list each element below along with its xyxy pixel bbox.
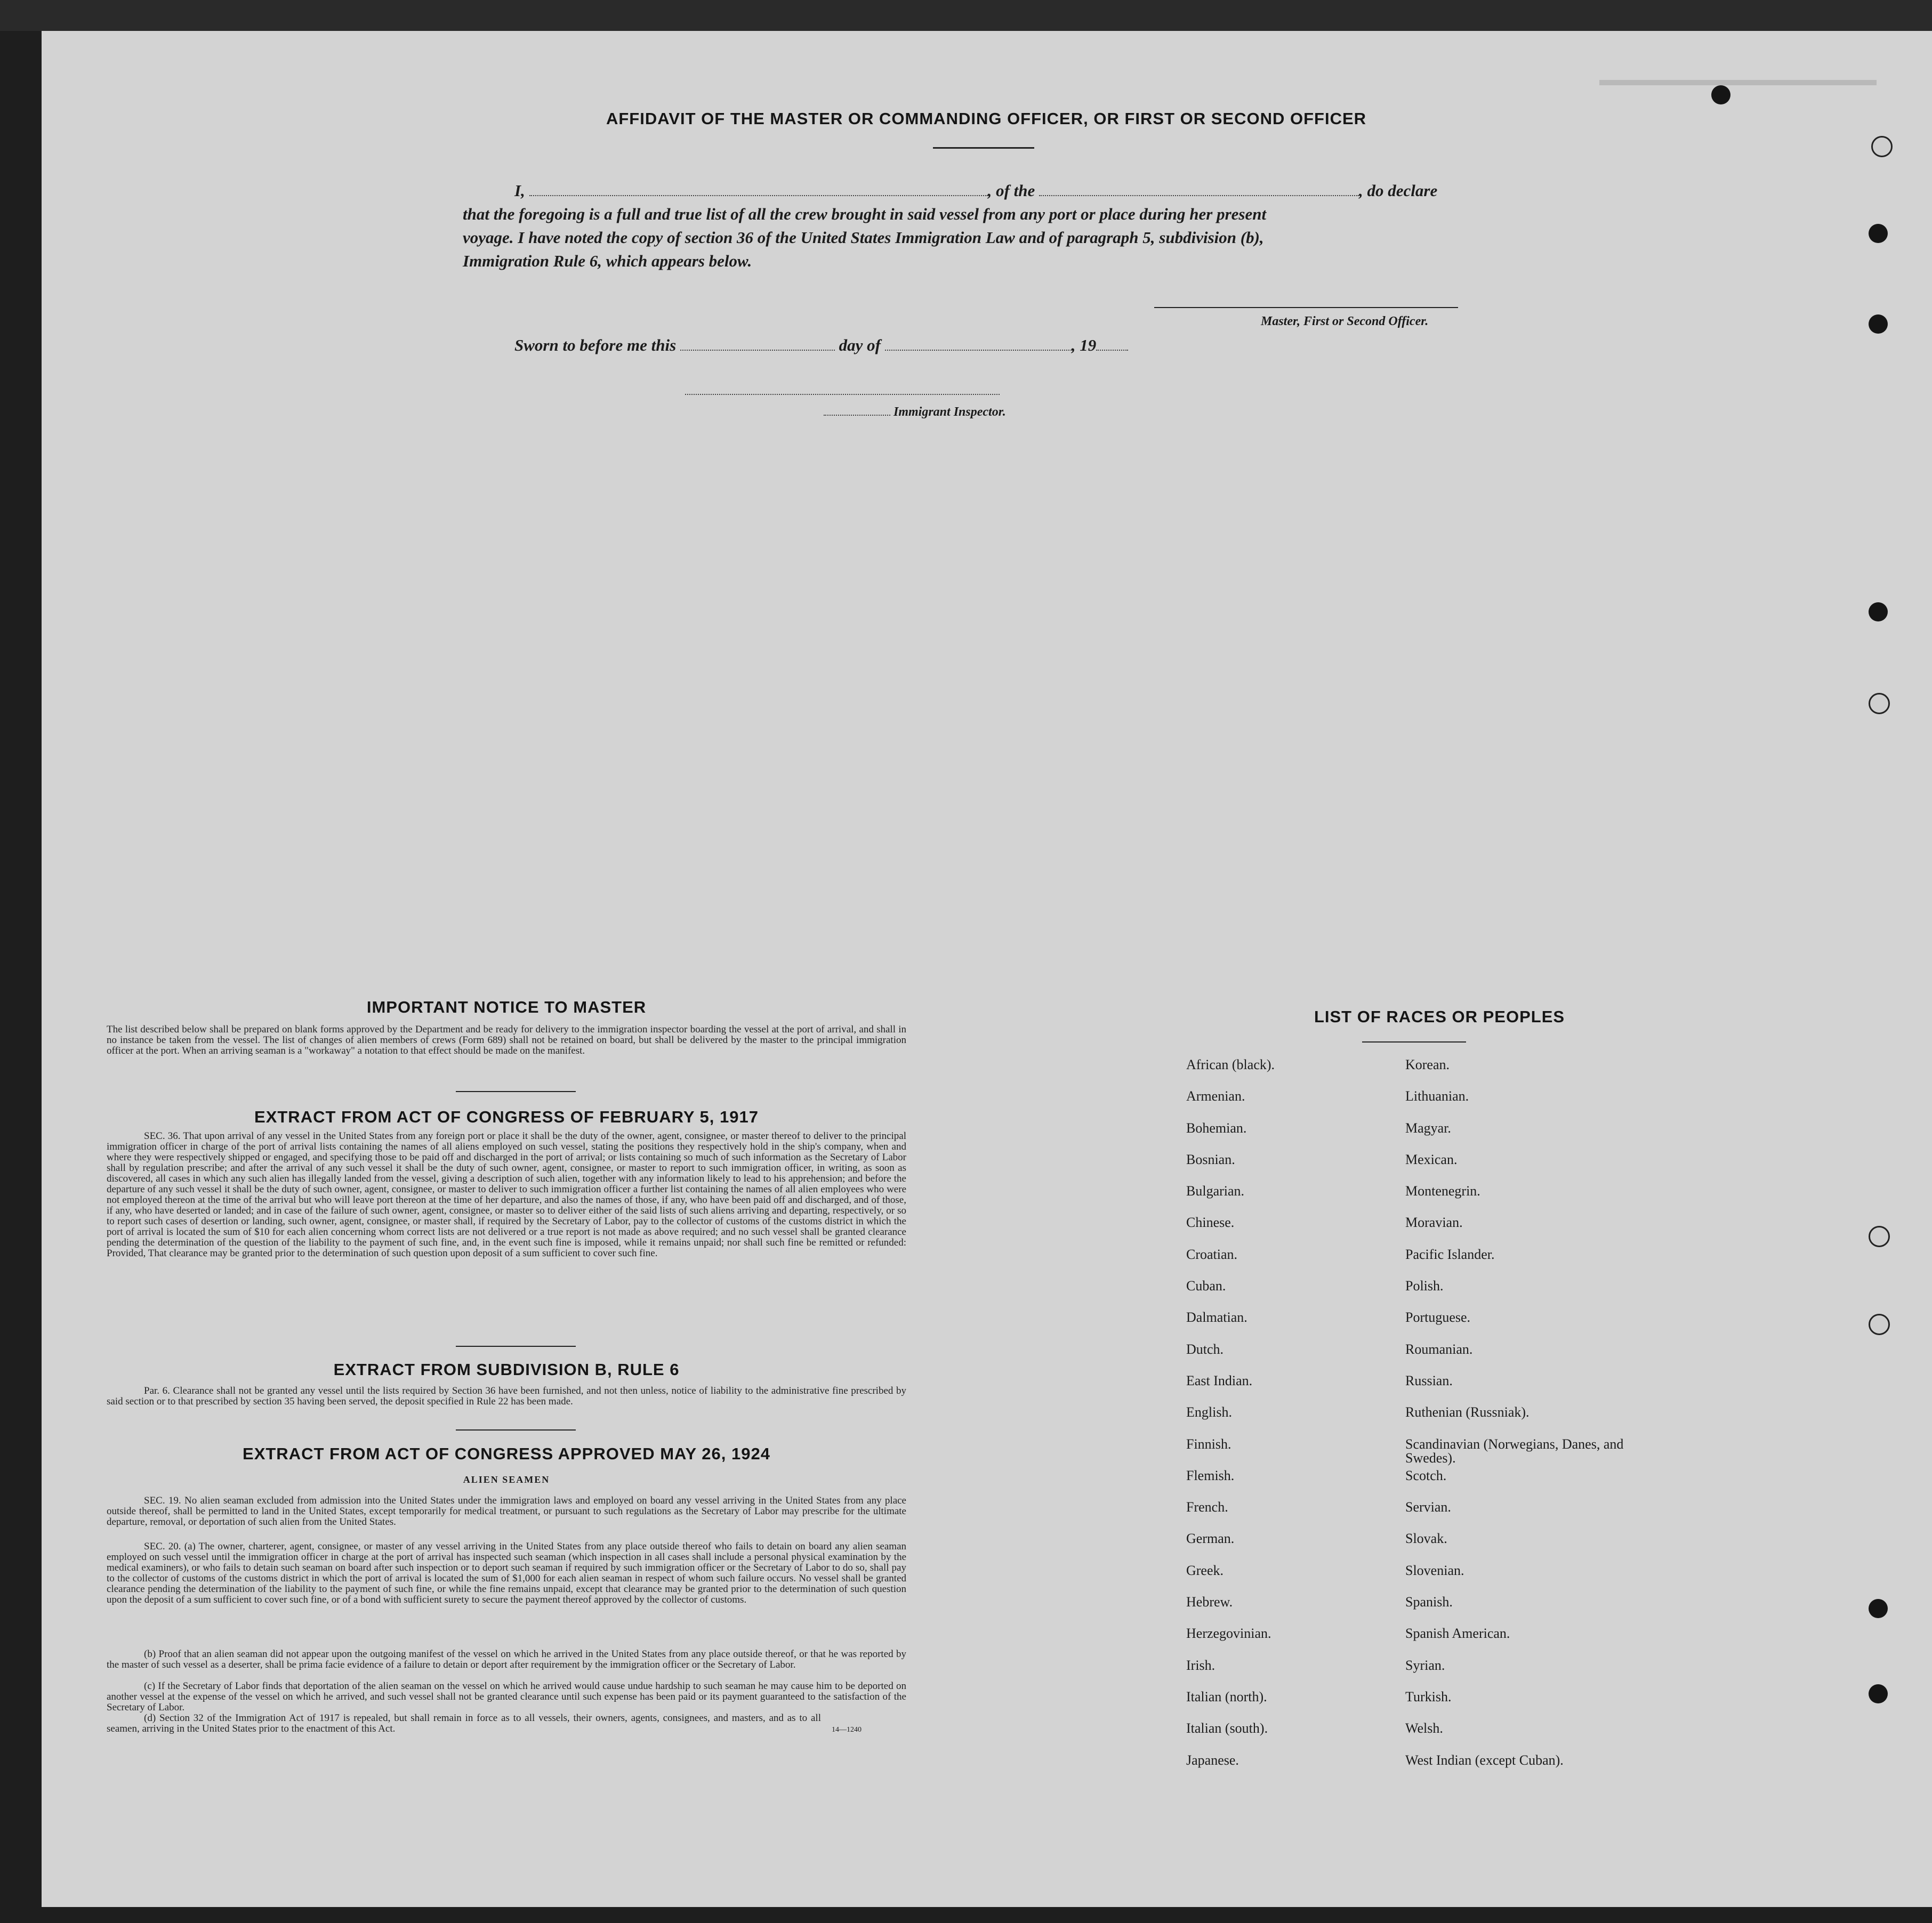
race-item: Herzegovinian. [1186,1626,1271,1642]
form-number: 14—1240 [832,1726,862,1734]
race-item: Finnish. [1186,1436,1231,1452]
race-item: Bulgarian. [1186,1183,1245,1199]
affidavit-line-4: Immigration Rule 6, which appears below. [463,252,752,270]
race-item: Scotch. [1405,1467,1447,1483]
sec20d-body: (d) Section 32 of the Immigration Act of 1917 is repealed, but shall remain in force as to all vessels, their owners, agents, consignees, and masters, and as to all seamen, arriving in the United States prior to the enactment of this Act. [107,1712,821,1734]
race-item: Bosnian. [1186,1151,1235,1167]
race-item: Scandinavian (Norwegians, Danes, and Swedes). [1405,1436,1624,1466]
inspector-caption-text: Immigrant Inspector. [893,405,1006,419]
binder-hole-icon [1869,1684,1888,1703]
race-item: Flemish. [1186,1467,1235,1483]
race-item: Welsh. [1405,1720,1443,1736]
rule6-rule [456,1429,576,1431]
affidavit-line-3: voyage. I have noted the copy of section 36 of the United States Immigration Law and of paragraph 5, subdivision (b), [463,228,1264,247]
race-item: English. [1186,1404,1232,1420]
binder-hole-icon [1869,602,1888,621]
race-item: Bohemian. [1186,1120,1247,1136]
races-left-column [1186,1058,1383,1785]
sworn-line [514,336,1128,355]
race-item: Syrian. [1405,1657,1445,1673]
race-item: Italian (north). [1186,1688,1267,1704]
race-item: Japanese. [1186,1752,1239,1768]
sworn-year-blank[interactable] [1096,349,1128,351]
race-item: Hebrew. [1186,1594,1233,1610]
rule6-title: EXTRACT FROM SUBDIVISION B, RULE 6 [333,1360,680,1379]
race-item: Lithuanian. [1405,1088,1469,1104]
races-title: LIST OF RACES OR PEOPLES [1314,1007,1565,1026]
race-item: West Indian (except Cuban). [1405,1752,1564,1768]
race-item: Ruthenian (Russniak). [1405,1404,1529,1420]
race-item: Spanish. [1405,1594,1453,1610]
bleed-through-lines [1599,80,1877,101]
race-item: French. [1186,1499,1228,1515]
binder-hole-icon [1869,1599,1888,1618]
binder-hole-icon [1869,224,1888,243]
name-blank[interactable] [529,195,988,196]
race-item: Irish. [1186,1657,1215,1673]
race-item: Montenegrin. [1405,1183,1480,1199]
binder-hole-icon [1869,314,1888,334]
sworn-text: Sworn to before me this [514,336,677,354]
binder-hole-icon [1869,1314,1890,1335]
inspector-signature-line[interactable] [685,393,1000,395]
race-item: East Indian. [1186,1372,1253,1388]
sec20c-body: (c) If the Secretary of Labor finds that deportation of the alien seaman on the vessel on which he arrived would cause undue hardship to such seaman he may cause him to be deported on another vessel at the expense of the vessel on which he arrived, and such vessel shall not be granted clearance until such expense has been paid or its payment guaranteed to the satisfaction of the Secretary of Labor. [107,1680,906,1713]
race-item: African (black). [1186,1057,1275,1072]
master-signature-line[interactable] [1154,307,1458,308]
binder-hole-icon [1869,693,1890,714]
race-item: Magyar. [1405,1120,1451,1136]
races-right-column [1405,1058,1629,1785]
inspector-caption [824,405,1006,419]
race-item: Roumanian. [1405,1341,1473,1357]
race-item: Croatian. [1186,1246,1238,1262]
binder-hole-icon [1711,85,1730,104]
races-rule [1362,1041,1466,1043]
race-item: Greek. [1186,1562,1224,1578]
affidavit-declare: , do declare [1359,181,1438,200]
race-item: Spanish American. [1405,1626,1510,1642]
sec20a-body: SEC. 20. (a) The owner, charterer, agent, consignee, or master of any vessel arriving in the United States from any place outside thereof who fails to detain on board any alien seaman employed on such vessel until the immigration officer in charge at the port of arrival has inspected such seaman (which inspection in all cases shall include a personal physical examination by the medical examiners), or who fails to detain such seaman on board after such inspection or to deport such seaman if required by such immigration officer or the Secretary of Labor to do so, shall pay to the collector of customs of the customs district in which the port of arrival is located the sum of $1,000 for each alien seaman in respect of whom such failure occurs. No vessel shall be granted clearance pending the determination of the liability to the payment of such fine, or while the fine remains unpaid, except that clearance may be granted prior to the determination of such question upon the deposit of a sum sufficient to cover such fine, or of a bond with sufficient surety to secure the payment thereof approved by the collector of customs. [107,1541,906,1605]
sec20b-body: (b) Proof that an alien seaman did not appear upon the outgoing manifest of the vessel on which he arrived in the United States from any place outside thereof, or that he was reported by the master of such vessel as a deserter, shall be prima facie evidence of a failure to detain or deport after requirement by the immigration officer or the Secretary of Labor. [107,1649,906,1670]
race-item: Slovak. [1405,1531,1447,1547]
sworn-month-blank[interactable] [885,349,1072,351]
race-item: Italian (south). [1186,1720,1268,1736]
race-item: Chinese. [1186,1215,1235,1231]
race-item: Servian. [1405,1499,1451,1515]
race-item: Dalmatian. [1186,1310,1247,1326]
binder-hole-icon [1869,1226,1890,1247]
race-item: Dutch. [1186,1341,1224,1357]
binder-hole-icon [1871,136,1893,157]
extract-1924-title: EXTRACT FROM ACT OF CONGRESS APPROVED MAY 26, 1924 [243,1444,770,1463]
document-sheet [42,31,1932,1907]
extract-1917-title: EXTRACT FROM ACT OF CONGRESS OF FEBRUARY 5, 1917 [254,1108,759,1126]
notice-body: The list described below shall be prepared on blank forms approved by the Department and be ready for delivery to the immigration inspector boarding the vessel at the port of arrival, and shall in no instance be taken from the vessel. The list of changes of alien members of crews (Form 689) shall not be retained on board, but shall be delivered by the master to the principal immigration officer at the port. When an arriving seaman is a "workaway" a notation to that effect should be made on the manifest. [107,1024,906,1056]
sec19-body: SEC. 19. No alien seaman excluded from admission into the United States under the immigration laws and employed on board any vessel arriving in the United States from any place outside thereof, shall be permitted to land in the United States, except temporarily for medical treatment, or pursuant to such regulations as the Secretary of Labor may prescribe for the ultimate departure, removal, or deportation of such alien from the United States. [107,1495,906,1528]
affidavit-title: AFFIDAVIT OF THE MASTER OR COMMANDING OFFICER, OR FIRST OR SECOND OFFICER [606,109,1367,128]
vessel-blank[interactable] [1039,195,1359,196]
race-item: Turkish. [1405,1688,1452,1704]
affidavit-line-2: that the foregoing is a full and true list of all the crew brought in said vessel from any port or place during her present [463,205,1267,223]
race-item: Pacific Islander. [1405,1246,1495,1262]
inspector-caption-dots [824,414,890,416]
race-item: Armenian. [1186,1088,1245,1104]
extract-1917-body: SEC. 36. That upon arrival of any vessel in the United States from any foreign port or place it shall be the duty of the owner, agent, consignee, or master thereof to deliver to the principal immigration officer in charge of the port of arrival lists containing the names of all aliens employed on such vessel, stating the positions they respectively hold in the ship's company, when and where they were respectively shipped or engaged, and specifying those to be paid off and discharged in the port of arrival; or lists containing so much of such information as the Secretary of Labor shall by regulation prescribe; and after the arrival of any such vessel it shall be the duty of such owner, agent, consignee, or master to report to such immigration officer, in writing, as soon as discovered, all cases in which any such alien has illegally landed from the vessel, giving a description of such alien, together with any information likely to lead to his apprehension; and before the departure of any such vessel it shall be the duty of such owner, agent, consignee, or master to deliver to such immigration officer a further list containing the names of all alien employees who were not employed thereon at the time of the arrival but who will leave port thereon at the time of her departure, and also the names of those, if any, who have been paid off and discharged, and of those, if any, who have deserted or landed; and in case of the failure of such owner, agent, consignee, or master so to deliver either of the said lists of such aliens arriving and departing, respectively, or so to report such cases of desertion or landing, such owner, agent, consignee, or master shall, if required by the Secretary of Labor, pay to the collector of customs of the customs district in which the port of arrival is located the sum of $10 for each alien concerning whom correct lists are not delivered or a true report is not made as above required; and no such vessel shall be granted clearance pending the determination of the question of the liability to the payment of such fine, and, in the event such fine is imposed, while it remains unpaid; nor shall such fine be remitted or refunded: Provided, That clearance may be granted prior to the determination of such question upon deposit of a sum sufficient to cover such fine. [107,1130,906,1259]
race-item: Mexican. [1405,1151,1458,1167]
master-caption: Master, First or Second Officer. [1261,314,1429,328]
race-item: Cuban. [1186,1278,1226,1294]
affidavit-i: I, [514,181,525,200]
race-item: German. [1186,1531,1235,1547]
race-item: Russian. [1405,1372,1453,1388]
year-text: , 19 [1071,336,1097,354]
day-of-text: day of [839,336,881,354]
extract-1917-rule [456,1346,576,1347]
race-item: Korean. [1405,1057,1450,1072]
notice-rule [456,1091,576,1092]
notice-title: IMPORTANT NOTICE TO MASTER [366,998,647,1016]
affidavit-line-1 [514,181,1437,200]
scan-top-border [0,0,1932,31]
race-item: Polish. [1405,1278,1444,1294]
extract-1924-subtitle: ALIEN SEAMEN [463,1474,550,1485]
affidavit-title-rule [933,147,1034,149]
race-item: Portuguese. [1405,1310,1471,1326]
race-item: Slovenian. [1405,1562,1464,1578]
rule6-body: Par. 6. Clearance shall not be granted any vessel until the lists required by Section 36 have been furnished, and not then unless, notice of liability to the administrative fine prescribed by said section or to that prescribed by section 35 having been served, the deposit specified in Rule 22 has been made. [107,1385,906,1407]
affidavit-of-the: , of the [987,181,1035,200]
race-item: Moravian. [1405,1215,1463,1231]
sworn-day-blank[interactable] [680,349,835,351]
